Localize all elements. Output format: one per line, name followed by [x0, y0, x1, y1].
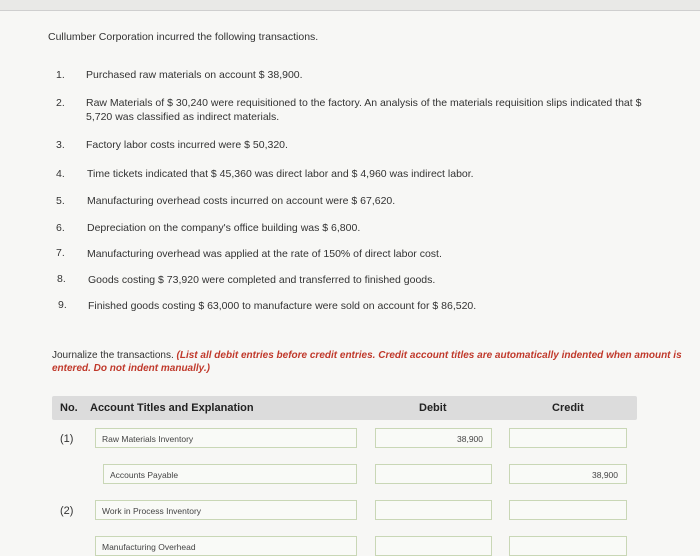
transaction-text-continued: 5,720 was classified as indirect materials. — [86, 111, 280, 123]
transaction-number: 2. — [56, 97, 65, 109]
entry-number: (1) — [60, 433, 74, 445]
transaction-text: Goods costing $ 73,920 were completed and transferred to finished goods. — [88, 274, 436, 286]
debit-input[interactable] — [375, 464, 492, 484]
transaction-number: 4. — [56, 168, 65, 180]
transaction-number: 5. — [56, 195, 65, 207]
credit-input[interactable]: 38,900 — [509, 464, 627, 484]
transaction-number: 7. — [56, 247, 65, 259]
transaction-list — [0, 11, 700, 311]
credit-input[interactable] — [509, 500, 627, 520]
header-no: No. — [60, 402, 78, 414]
transaction-text: Purchased raw materials on account $ 38,900. — [86, 69, 303, 81]
transaction-text: Depreciation on the company's office building was $ 6,800. — [87, 222, 361, 234]
debit-input[interactable] — [375, 500, 492, 520]
header-account: Account Titles and Explanation — [90, 402, 254, 414]
transaction-number: 6. — [56, 222, 65, 234]
transaction-text: Raw Materials of $ 30,240 were requisitioned to the factory. An analysis of the materials requisition slips indicated that $ — [86, 97, 642, 109]
credit-input[interactable] — [509, 428, 627, 448]
intro-text: Cullumber Corporation incurred the following transactions. — [48, 31, 319, 43]
transaction-number: 3. — [56, 139, 65, 151]
journal-table-header — [52, 396, 637, 420]
instruction-emphasis: (List all debit entries before credit entries. Credit account titles are automatically indented when amount is entered. Do not indent manually.) — [52, 350, 682, 374]
transaction-text: Factory labor costs incurred were $ 50,320. — [86, 139, 288, 151]
header-debit: Debit — [419, 402, 447, 414]
entry-number: (2) — [60, 505, 74, 517]
question-page — [0, 10, 700, 556]
transaction-number: 1. — [56, 69, 65, 81]
transaction-text: Time tickets indicated that $ 45,360 was direct labor and $ 4,960 was indirect labor. — [87, 168, 474, 180]
transaction-text: Finished goods costing $ 63,000 to manufacture were sold on account for $ 86,520. — [88, 300, 477, 312]
instructions — [52, 349, 682, 375]
header-credit: Credit — [552, 402, 584, 414]
account-input[interactable]: Accounts Payable — [103, 464, 357, 484]
account-input[interactable]: Manufacturing Overhead — [95, 536, 357, 556]
account-input[interactable]: Work in Process Inventory — [95, 500, 357, 520]
debit-input[interactable] — [375, 536, 492, 556]
instruction-text: Journalize the transactions. — [52, 350, 177, 361]
transaction-number: 8. — [57, 273, 66, 285]
credit-input[interactable] — [509, 536, 627, 556]
transaction-number: 9. — [58, 299, 67, 311]
transaction-text: Manufacturing overhead was applied at the rate of 150% of direct labor cost. — [87, 248, 442, 260]
transaction-text: Manufacturing overhead costs incurred on account were $ 67,620. — [87, 195, 396, 207]
debit-input[interactable]: 38,900 — [375, 428, 492, 448]
account-input[interactable]: Raw Materials Inventory — [95, 428, 357, 448]
